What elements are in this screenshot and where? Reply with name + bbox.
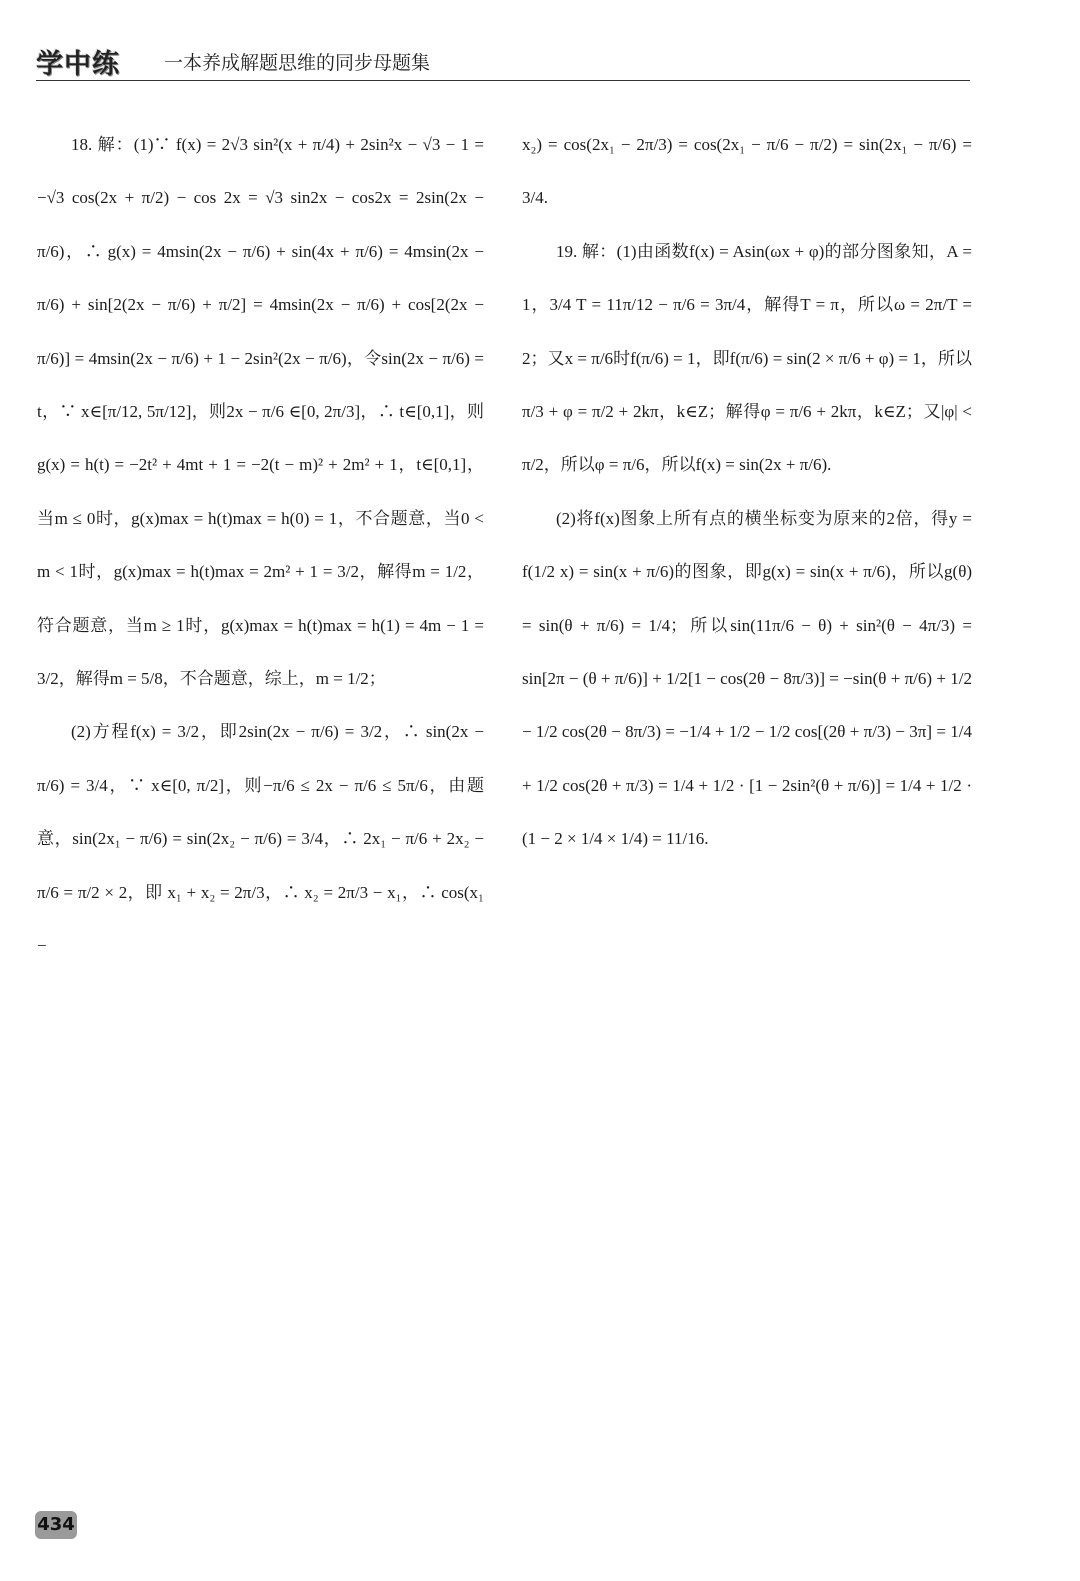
solution-18-part2: (2)方程f(x) = 3/2，即2sin(2x − π/6) = 3/2，∴ sin(2x − π/6) = 3/4，∵ x∈[0, π/2]，则−π/6 ≤ 2x − π/6 ≤ 5π/6，由题意，sin(2x₁ − π/6) = sin(2x₂ − π/6) = 3/4，∴ 2x₁ − π/6 + 2x₂ − π/6 = π/2 × 2，即 x₁ + x₂ = 2π/3，∴ x₂ = 2π/3 − x₁，∴ cos(x₁ − xyxy=(37,722,484,956)
solution-18-part2-continued: x₂) = cos(2x₁ − 2π/3) = cos(2x₁ − π/6 − π/2) = sin(2x₁ − π/6) = 3/4. xyxy=(522,135,972,208)
solution-19-part2: (2)将f(x)图象上所有点的横坐标变为原来的2倍，得y = f(1/2 x) = sin(x + π/6)的图象，即g(x) = sin(x + π/6)，所以g(θ) = sin(θ + π/6) = 1/4；所以sin(11π/6 − θ) + sin²(θ − 4π/3) = sin[2π − (θ + π/6)] + 1/2[1 − cos(2θ − 8π/3)] = −sin(θ + π/6) + 1/2 − 1/2 cos(2θ − 8π/3) = −1/4 + 1/2 − 1/2 cos[(2θ + π/3) − 3π] = 1/4 + 1/2 cos(2θ + π/3) = 1/4 + 1/2 · [1 − 2sin²(θ + π/6)] = 1/4 + 1/2 · (1 − 2 × 1/4 × 1/4) = 11/16. xyxy=(522,508,972,849)
left-column xyxy=(37,118,484,973)
solution-19-part1: 19. 解：(1)由函数f(x) = Asin(ωx + φ)的部分图象知，A = 1，3/4 T = 11π/12 − π/6 = 3π/4，解得T = π，所以ω = 2π/T = 2；又x = π/6时f(π/6) = 1，即f(π/6) = sin(2 × π/6 + φ) = 1，所以π/3 + φ = π/2 + 2kπ，k∈Z；解得φ = π/6 + 2kπ，k∈Z；又|φ| < π/2，所以φ = π/6，所以f(x) = sin(2x + π/6). xyxy=(522,241,972,475)
book-subtitle: 一本养成解题思维的同步母题集 xyxy=(164,52,431,74)
right-column xyxy=(522,118,972,866)
brand-logo: 学中练 xyxy=(36,49,120,80)
solution-18-part1: 18. 解：(1)∵ f(x) = 2√3 sin²(x + π/4) + 2sin²x − √3 − 1 = −√3 cos(2x + π/2) − cos 2x = √3 sin2x − cos2x = 2sin(2x − π/6)，∴ g(x) = 4msin(2x − π/6) + sin(4x + π/6) = 4msin(2x − π/6) + sin[2(2x − π/6) + π/2] = 4msin(2x − π/6) + cos[2(2x − π/6)] = 4msin(2x − π/6) + 1 − 2sin²(2x − π/6)，令sin(2x − π/6) = t，∵ x∈[π/12, 5π/12]，则2x − π/6 ∈[0, 2π/3]，∴ t∈[0,1]，则g(x) = h(t) = −2t² + 4mt + 1 = −2(t − m)² + 2m² + 1，t∈[0,1]，当m ≤ 0时，g(x)max = h(t)max = h(0) = 1，不合题意，当0 < m < 1时，g(x)max = h(t)max = 2m² + 1 = 3/2，解得m = 1/2，符合题意，当m ≥ 1时，g(x)max = h(t)max = h(1) = 4m − 1 = 3/2，解得m = 5/8，不合题意，综上，m = 1/2； xyxy=(37,135,484,689)
header-divider xyxy=(36,80,970,81)
page-number: 434 xyxy=(35,1511,77,1539)
page-header xyxy=(36,40,970,80)
